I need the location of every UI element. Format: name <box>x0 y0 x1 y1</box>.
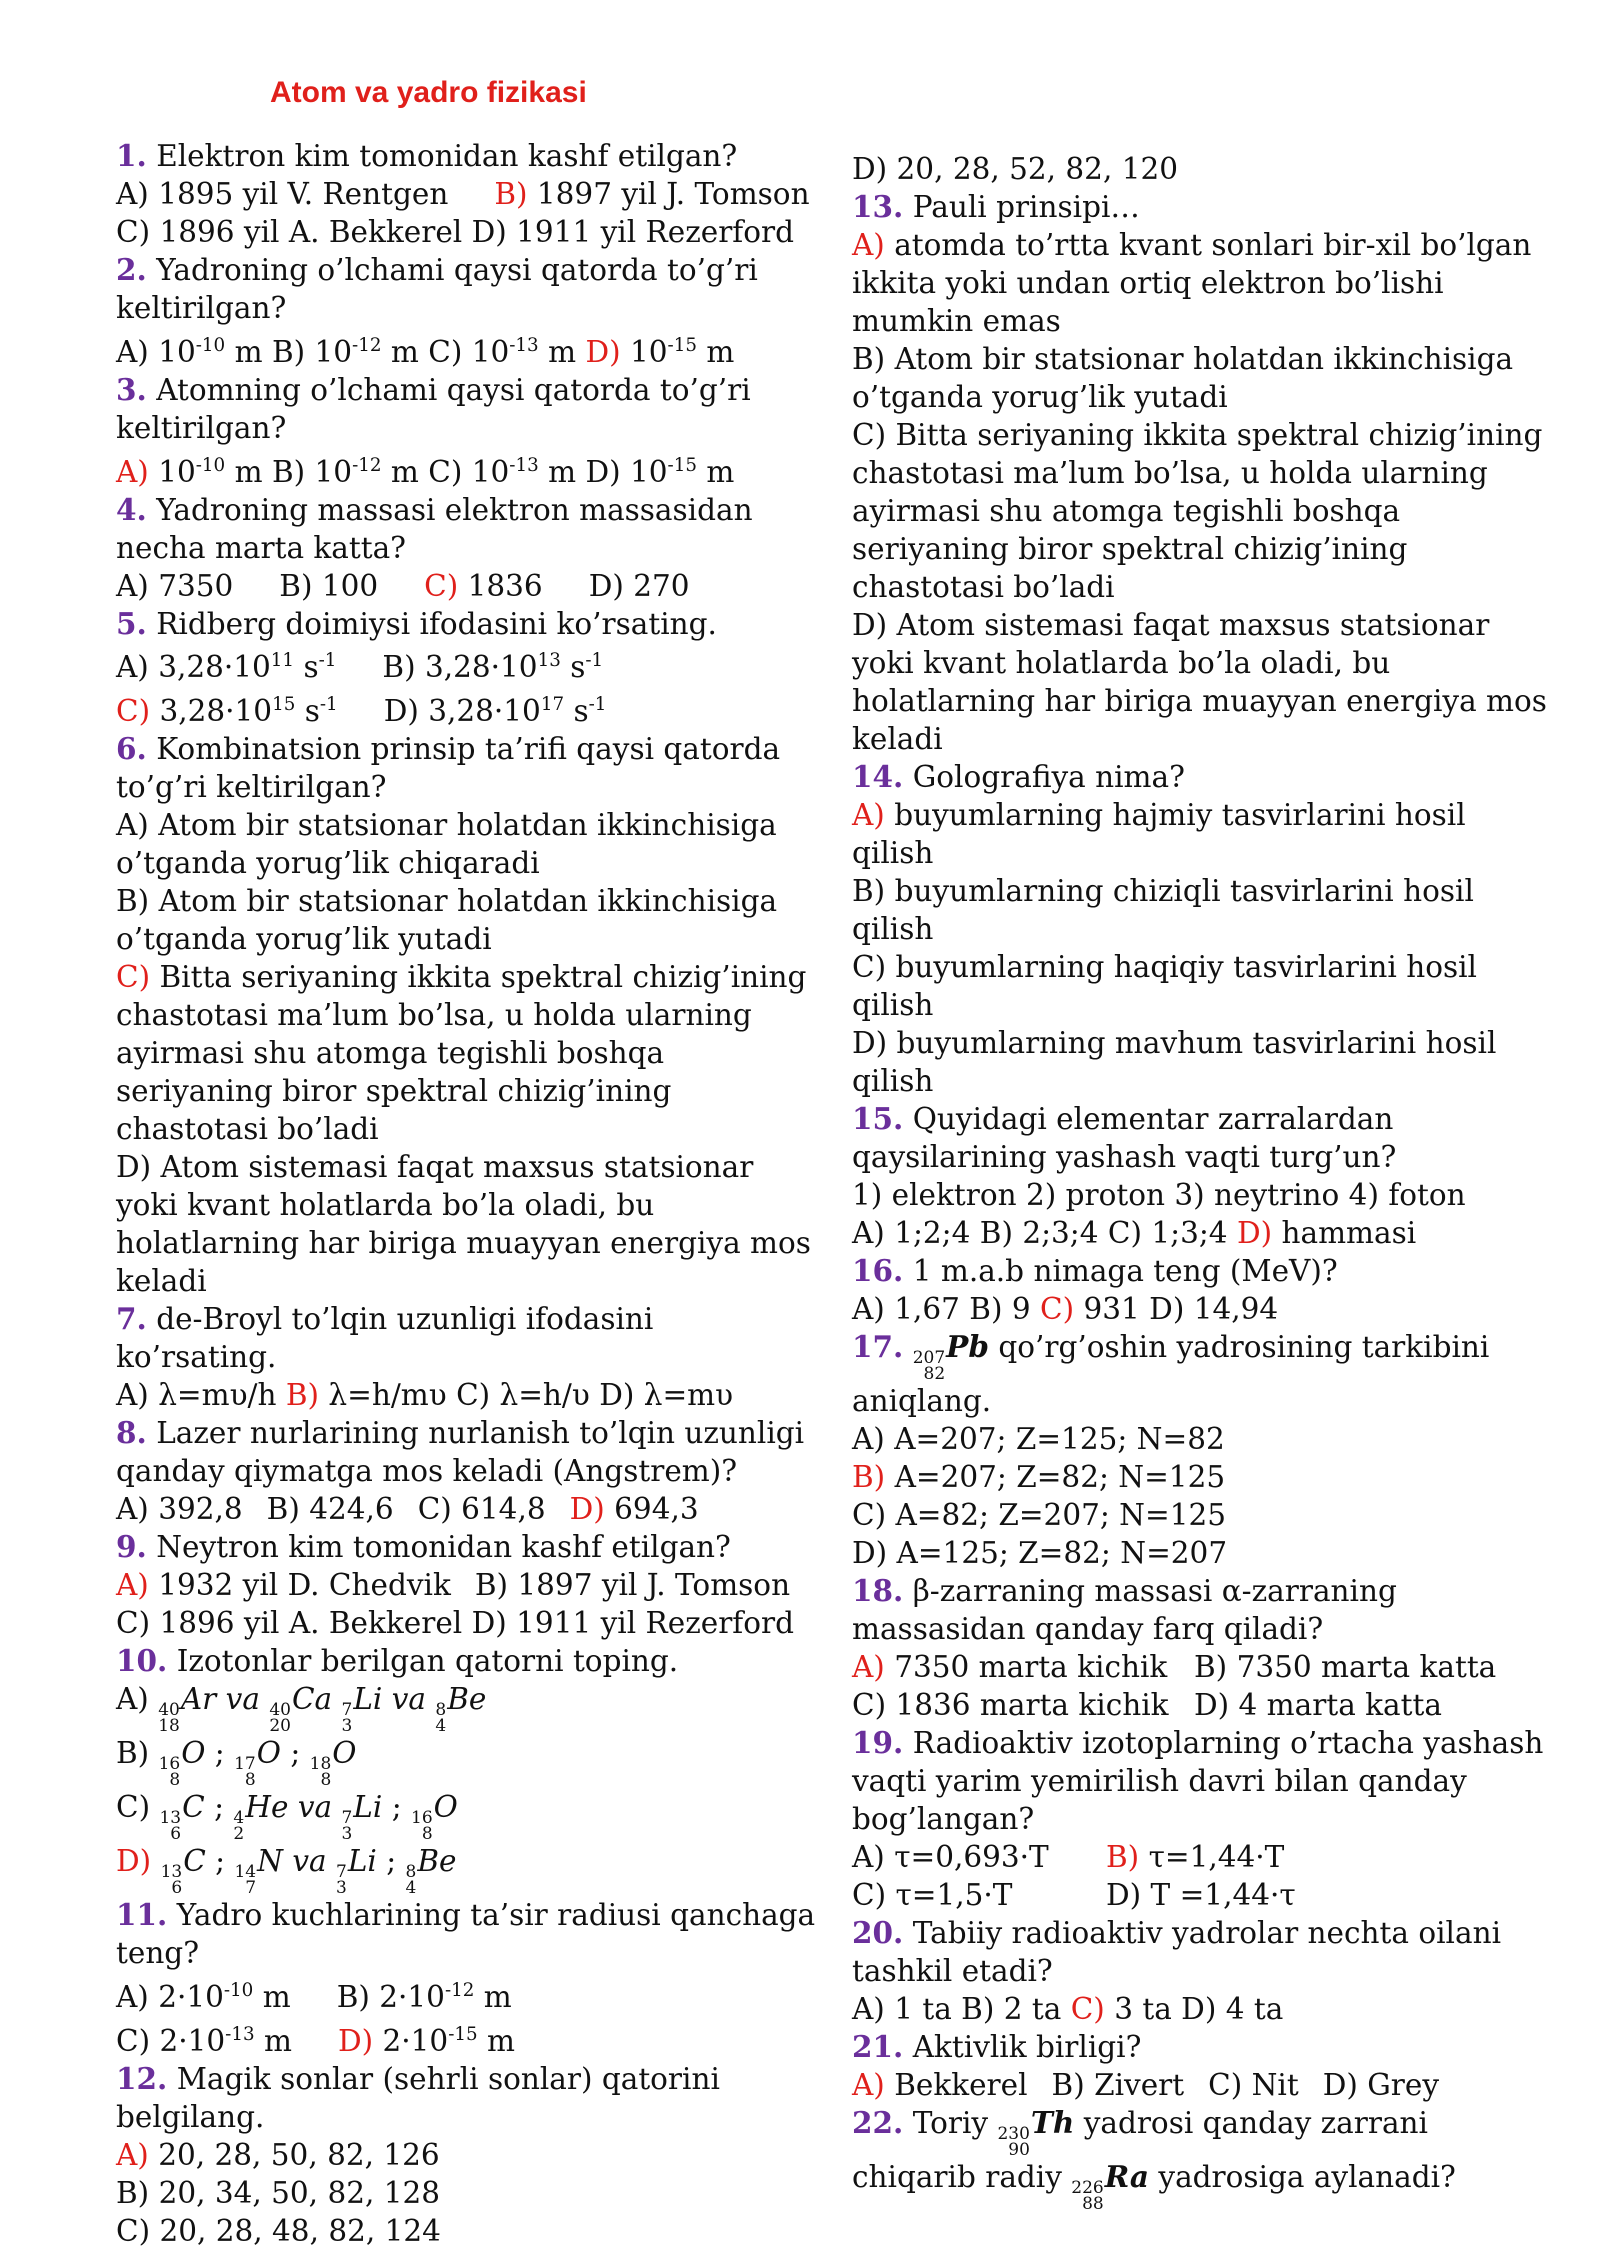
question-text-cont: tashkil etadi? <box>852 1954 1053 1988</box>
option-a: A) 1 ta <box>852 1992 952 2026</box>
question-number: 7. <box>116 1301 147 1337</box>
question-text-cont: qaysilarining yashash vaqti turg’un? <box>852 1140 1397 1174</box>
option-b: B) Atom bir statsionar holatdan ikkinchisiga <box>852 342 1514 376</box>
option-c: C) 931 <box>1040 1292 1140 1326</box>
option-a: A) $2\cdot 10^{-10}$ m <box>116 1980 291 2015</box>
option-b: B) 20, 34, 50, 82, 128 <box>116 2175 441 2210</box>
option-a: A) 1932 yil D. Chedvik <box>116 1568 451 1603</box>
question-text: Pauli prinsipi… <box>912 190 1140 224</box>
right-column <box>852 150 1547 2214</box>
question-text-cont: keltirilgan? <box>116 291 287 325</box>
option-c: C) 1;3;4 <box>1107 1216 1228 1250</box>
option-d: D) hammasi <box>1236 1216 1417 1250</box>
option-c: C) 13 6 C ; 4 2 He va 7 3 Li ; 16 8 O <box>116 1790 458 1845</box>
option-c-cont: chastotasi ma’lum bo’lsa, u holda ularning <box>116 998 752 1033</box>
option-c: C) 1896 yil A. Bekkerel <box>116 215 463 249</box>
question-text: Izotonlar berilgan qatorni toping. <box>176 1644 679 1679</box>
question-number: 19. <box>852 1725 904 1760</box>
question-text: Tabiiy radioaktiv yadrolar nechta oilani <box>912 1916 1502 1950</box>
question-12 <box>116 2060 766 2250</box>
question-number: 5. <box>116 605 147 641</box>
option-b: B) 2 ta <box>961 1992 1062 2026</box>
option-a: A) $10^{-10}$ m <box>116 454 263 489</box>
question-text: Kombinatsion prinsip ta’rifi qaysi qatorda <box>156 732 781 767</box>
option-c: C) 1836 marta kichik <box>852 1688 1169 1722</box>
question-text: Toriy 230 90 Th yadrosi qanday zarrani <box>912 2105 1428 2160</box>
option-a: A) A=207; Z=125; N=82 <box>852 1422 1225 1456</box>
option-a: A) atomda to’rtta kvant sonlari bir-xil bo’lgan <box>852 228 1532 262</box>
option-c: C) A=82; Z=207; N=125 <box>852 1498 1227 1532</box>
lead-nucleus: 207 82 Pb <box>912 1329 989 1384</box>
option-b-cont: o’tganda yorug’lik yutadi <box>116 922 492 957</box>
option-a: A) 7350 marta kichik <box>852 1650 1168 1684</box>
option-a: A) 40 18 Ar va 40 20 Ca 7 3 Li va 8 4 Be <box>116 1682 487 1737</box>
question-number: 12. <box>116 2060 168 2096</box>
option-d: D) Grey <box>1322 2068 1440 2102</box>
option-a: A) τ=0,693·T <box>852 1840 1049 1874</box>
option-c-cont: qilish <box>852 988 934 1022</box>
option-c: C) $10^{-13}$ m <box>428 454 577 489</box>
question-items: 1) elektron 2) proton 3) neytrino 4) foton <box>852 1178 1466 1212</box>
option-d-cont: yoki kvant holatlarda bo’la oladi, bu <box>116 1188 655 1223</box>
option-d-cont: yoki kvant holatlarda bo’la oladi, bu <box>852 646 1391 680</box>
question-number: 18. <box>852 1573 904 1608</box>
option-c: C) 3 ta <box>1070 1992 1172 2026</box>
option-d: D) Atom sistemasi faqat maxsus statsionar <box>852 608 1490 642</box>
question-17 <box>852 1328 1512 1572</box>
question-text-cont: to’g’ri keltirilgan? <box>116 770 387 805</box>
question-number: 4. <box>116 491 147 527</box>
question-number: 8. <box>116 1415 147 1451</box>
option-c: C) 614,8 <box>417 1492 546 1527</box>
option-c: C) $3,28\cdot 10^{15}$ $s^{-1}$ <box>116 694 338 729</box>
option-c-cont: ayirmasi shu atomga tegishli boshqa <box>116 1036 665 1071</box>
question-20 <box>852 1914 1512 2028</box>
option-a: A) $10^{-10}$ m <box>116 334 263 369</box>
option-d: D) 20, 28, 52, 82, 120 <box>852 152 1179 186</box>
question-19 <box>852 1724 1544 1914</box>
option-c: C) 1836 <box>424 568 543 603</box>
option-c-cont: chastotasi ma’lum bo’lsa, u holda ularning <box>852 456 1488 490</box>
option-d: D) λ=mυ <box>599 1378 734 1413</box>
question-text-cont: teng? <box>116 1936 200 1971</box>
question-3 <box>116 371 766 491</box>
question-9 <box>116 1528 794 1642</box>
question-text-cont: aniqlang. <box>852 1384 992 1418</box>
option-b: B) A=207; Z=82; N=125 <box>852 1460 1226 1494</box>
question-text-cont: massasidan qanday farq qiladi? <box>852 1612 1324 1646</box>
question-number: 17. <box>852 1329 904 1364</box>
question-text-cont: ko’rsating. <box>116 1340 277 1375</box>
question-18 <box>852 1572 1512 1724</box>
question-text: Neytron kim tomonidan kashf etilgan? <box>156 1530 731 1565</box>
question-text: Lazer nurlarining nurlanish to’lqin uzunligi <box>156 1416 805 1451</box>
question-13 <box>852 188 1547 758</box>
option-a: A) Atom bir statsionar holatdan ikkinchisiga <box>116 808 777 843</box>
question-text-cont: bog’langan? <box>852 1802 1035 1836</box>
question-text: Quyidagi elementar zarralardan <box>912 1102 1394 1136</box>
question-number: 16. <box>852 1253 904 1288</box>
question-4 <box>116 491 766 605</box>
option-a: A) $3,28\cdot 10^{11}$ $s^{-1}$ <box>116 650 337 685</box>
option-a: A) 1,67 <box>852 1292 960 1326</box>
option-d: D) $3,28\cdot 10^{17}$ $s^{-1}$ <box>383 694 607 729</box>
question-number: 3. <box>116 371 147 407</box>
question-number: 11. <box>116 1897 168 1933</box>
question-number: 20. <box>852 1915 904 1950</box>
option-d: D) 14,94 <box>1149 1292 1279 1326</box>
question-6 <box>116 730 811 1300</box>
option-b: B) 1897 yil J. Tomson <box>474 1568 791 1603</box>
question-text: Yadroning massasi elektron massasidan <box>156 492 753 527</box>
question-text: Yadroning o’lchami qaysi qatorda to’g’ri <box>156 253 758 287</box>
question-text: qo’rg’oshin yadrosining tarkibini <box>988 1330 1490 1364</box>
question-text: Yadro kuchlarining ta’sir radiusi qanchaga <box>176 1898 816 1933</box>
option-c-cont: ayirmasi shu atomga tegishli boshqa <box>852 494 1401 528</box>
option-b: B) 2;3;4 <box>979 1216 1099 1250</box>
option-b-cont: o’tganda yorug’lik yutadi <box>852 380 1228 414</box>
option-c: C) $2\cdot 10^{-13}$ m <box>116 2023 292 2058</box>
option-b: B) 424,6 <box>266 1492 394 1527</box>
option-c: C) 1896 yil A. Bekkerel <box>116 1606 463 1641</box>
option-a: A) λ=mυ/h <box>116 1378 277 1413</box>
question-text-cont: necha marta katta? <box>116 530 407 565</box>
question-text: Aktivlik birligi? <box>912 2030 1142 2064</box>
option-b: B) λ=h/mυ <box>285 1378 447 1413</box>
option-d: D) Atom sistemasi faqat maxsus statsionar <box>116 1150 754 1185</box>
question-text: Radioaktiv izotoplarning o’rtacha yashash <box>912 1726 1544 1760</box>
option-d-cont: qilish <box>852 1064 934 1098</box>
question-21 <box>852 2028 1512 2104</box>
question-number: 1. <box>116 138 147 173</box>
question-number: 15. <box>852 1101 904 1136</box>
question-text: Magik sonlar (sehrli sonlar) qatorini <box>176 2061 720 2096</box>
option-b: B) Zivert <box>1051 2068 1185 2102</box>
question-2 <box>116 251 766 371</box>
option-d: D) $10^{-15}$ m <box>585 454 735 489</box>
question-5 <box>116 605 766 731</box>
option-c: C) $10^{-13}$ m <box>428 334 577 369</box>
question-text: de-Broyl to’lqin uzunligi ifodasini <box>156 1302 654 1337</box>
question-7 <box>116 1300 766 1414</box>
option-c-cont: chastotasi bo’ladi <box>116 1112 379 1147</box>
question-number: 13. <box>852 189 904 224</box>
question-text: Elektron kim tomonidan kashf etilgan? <box>156 139 738 173</box>
correct-option-label: B) <box>494 177 528 211</box>
option-c-cont: seriyaning biror spektral chizig’ining <box>852 532 1408 566</box>
option-d: D) 270 <box>588 568 690 603</box>
question-number: 14. <box>852 759 904 794</box>
option-c: C) Bitta seriyaning ikkita spektral chizig’ining <box>116 960 807 995</box>
option-d-cont: holatlarning har biriga muayyan energiya mos <box>116 1226 811 1261</box>
option-a: A) 20, 28, 50, 82, 126 <box>116 2137 440 2172</box>
question-22 <box>852 2104 1512 2212</box>
question-8 <box>116 1414 805 1528</box>
option-c: C) 20, 28, 48, 82, 124 <box>116 2213 441 2248</box>
option-a-cont: qilish <box>852 836 934 870</box>
question-14 <box>852 758 1512 1100</box>
page-title: Atom va yadro fizikasi <box>270 76 587 109</box>
option-a: A) buyumlarning hajmiy tasvirlarini hosil <box>852 798 1466 832</box>
option-b: B) Atom bir statsionar holatdan ikkinchisiga <box>116 884 778 919</box>
question-11 <box>116 1896 816 2060</box>
question-number: 9. <box>116 1529 147 1565</box>
option-b: B) 16 8 O ; 17 8 O ; 18 8 O <box>116 1736 357 1791</box>
question-number: 21. <box>852 2029 904 2064</box>
question-text: Ridberg doimiysi ifodasini ko’rsating. <box>156 606 717 641</box>
question-text-cont: keltirilgan? <box>116 410 287 445</box>
option-c: C) Nit <box>1208 2068 1299 2102</box>
option-d: D) 694,3 <box>569 1492 699 1527</box>
option-b-cont: qilish <box>852 912 934 946</box>
question-text: 1 m.a.b nimaga teng (MeV)? <box>912 1254 1338 1288</box>
question-number: 22. <box>852 2105 904 2140</box>
question-number: 10. <box>116 1643 168 1679</box>
option-c-cont: chastotasi bo’ladi <box>852 570 1115 604</box>
option-a: A) Bekkerel <box>852 2068 1028 2102</box>
option-d: D) $2\cdot 10^{-15}$ m <box>337 2023 516 2058</box>
question-text: Golografiya nima? <box>912 760 1185 794</box>
option-d-cont: keladi <box>852 722 943 756</box>
option-a: A) 7350 <box>116 568 234 603</box>
option-b: B) 100 <box>279 568 379 603</box>
option-d: D) 4 ta <box>1181 1992 1284 2026</box>
option-d: D) 4 marta katta <box>1194 1688 1442 1722</box>
option-d: D) $10^{-15}$ m <box>585 334 735 369</box>
option-b: B) $10^{-12}$ m <box>271 454 419 489</box>
option-c-cont: seriyaning biror spektral chizig’ining <box>116 1074 672 1109</box>
question-text: β-zarraning massasi α-zarraning <box>912 1574 1397 1608</box>
option-b: B) 7350 marta katta <box>1194 1650 1497 1684</box>
option-d-cont: holatlarning har biriga muayyan energiya mos <box>852 684 1547 718</box>
option-a: A) 1;2;4 <box>852 1216 971 1250</box>
option-c: C) τ=1,5·T <box>852 1878 1013 1912</box>
option-a-cont: ikkita yoki undan ortiq elektron bo’lishi <box>852 266 1444 300</box>
option-b: B) $3,28\cdot 10^{13}$ $s^{-1}$ <box>382 650 604 685</box>
option-a-cont: o’tganda yorug’lik chiqaradi <box>116 846 540 881</box>
option-a: A) 1895 yil V. Rentgen <box>116 177 449 211</box>
option-c: C) λ=h/υ <box>456 1378 590 1413</box>
question-text-cont: chiqarib radiy 226 88 Ra yadrosiga aylanadi? <box>852 2159 1456 2214</box>
option-d: D) A=125; Z=82; N=207 <box>852 1536 1228 1570</box>
question-15 <box>852 1100 1512 1252</box>
question-text-cont: belgilang. <box>116 2099 265 2134</box>
option-b: B) 9 <box>969 1292 1031 1326</box>
option-d: D) buyumlarning mavhum tasvirlarini hosil <box>852 1026 1497 1060</box>
question-1 <box>116 137 810 251</box>
option-d: D) T =1,44·τ <box>1106 1878 1296 1912</box>
option-d-cont: keladi <box>116 1264 207 1299</box>
left-column <box>116 137 816 2250</box>
option-b: B) $2\cdot 10^{-12}$ m <box>336 1980 512 2015</box>
option-b: B) buyumlarning chiziqli tasvirlarini hosil <box>852 874 1474 908</box>
option-c: C) buyumlarning haqiqiy tasvirlarini hosil <box>852 950 1477 984</box>
question-number: 2. <box>116 252 147 287</box>
question-text-cont: vaqti yarim yemirilish davri bilan qanday <box>852 1764 1467 1798</box>
thorium-nucleus: 230 90 Th <box>997 2105 1075 2160</box>
option-a: A) 392,8 <box>116 1492 243 1527</box>
question-text: Atomning o’lchami qaysi qatorda to’g’ri <box>156 372 751 407</box>
question-text-cont: qanday qiymatga mos keladi (Angstrem)? <box>116 1454 738 1489</box>
option-d: D) 1911 yil Rezerford <box>471 1606 794 1641</box>
option-b: B) τ=1,44·T <box>1106 1840 1285 1874</box>
option-d: D) 1911 yil Rezerford <box>471 215 794 249</box>
option-c: C) Bitta seriyaning ikkita spektral chizig’ining <box>852 418 1543 452</box>
question-number: 6. <box>116 731 147 767</box>
option-d: D) 13 6 C ; 14 7 N va 7 3 Li ; 8 4 Be <box>116 1844 457 1899</box>
question-16 <box>852 1252 1512 1328</box>
option-a-cont: mumkin emas <box>852 304 1061 338</box>
option-b: 1897 yil J. Tomson <box>527 177 810 211</box>
question-10 <box>116 1642 766 1899</box>
option-b: B) $10^{-12}$ m <box>271 334 419 369</box>
radium-nucleus: 226 88 Ra <box>1071 2159 1150 2214</box>
